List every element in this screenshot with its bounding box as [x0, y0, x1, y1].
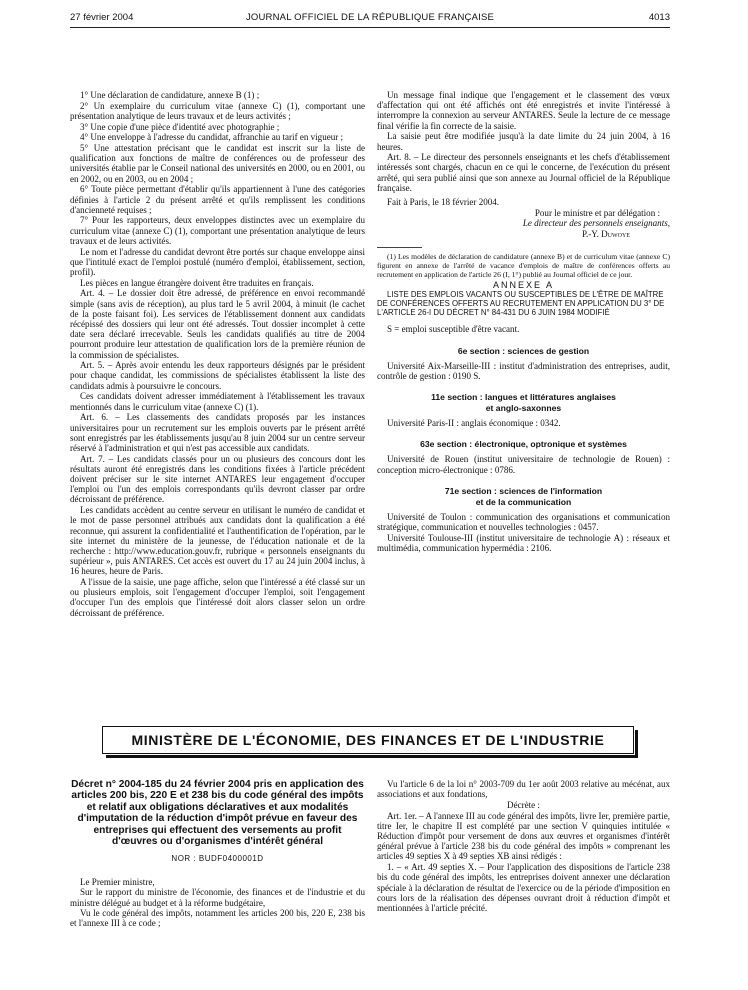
- section-body: Université de Rouen (institut universitaire de technologie de Rouen) : conception micro-électronique : 0786.: [377, 454, 670, 475]
- article-7: Art. 7. – Les candidats classés pour un ou plusieurs des concours dont les résultats auront été enregistrés dans les conditions fixées à l'article précédent doivent préciser sur le site internet ANTARES leur engagement d'occuper l'emploi ou l'un des emplois correspondants qu'ils devront classer par ordre décroissant de préférence.: [70, 453, 365, 505]
- paragraph: Le Premier ministre,: [80, 876, 155, 887]
- annex-subtitle: LISTE DES EMPLOIS VACANTS OU SUSCEPTIBLES DE L'ÊTRE DE MAÎTRE DE CONFÉRENCES OFFERTS AU RECRUTEMENT EN APPLICATION DU 3° DE L'ARTICLE 26-I DU DÉCRET N° 84-431 DU 6 JUIN 1984 MODIFIÉ: [377, 290, 665, 318]
- paragraph: 5° Une attestation précisant que le candidat est inscrit sur la liste de qualification aux fonctions de maître de conférences ou de professeur des universités établie par le Conseil national des universités en 2000, ou en 2001, ou en 2002, ou en 2003, ou en 2004 ;: [70, 143, 365, 184]
- page-header: [70, 12, 670, 26]
- paragraph: 3° Une copie d'une pièce d'identité avec photographie ;: [80, 121, 280, 132]
- signature-name: P.-Y. Duwoye: [581, 229, 630, 240]
- section-heading: 11e section : langues et littératures anglaises: [431, 392, 616, 403]
- annex-legend: S = emploi susceptible d'être vacant.: [387, 324, 520, 335]
- paragraph: 4° Une enveloppe à l'adresse du candidat, affranchie au tarif en vigueur ;: [80, 132, 344, 143]
- annex-title: ANNEXE A: [492, 279, 555, 290]
- ministry-title: MINISTÈRE DE L'ÉCONOMIE, DES FINANCES ET DE L'INDUSTRIE: [131, 732, 605, 748]
- article-1: Art. 1er. – A l'annexe III au code général des impôts, livre Ier, première partie, titre Ier, le chapitre II est complété par une section V quinquies intitulée « Réduction d'impôt pour versement de dons aux œuvres et organismes d'intérêt général prévue à l'article 238 bis du code général des impôts » comprenant les articles 49 septies X à 49 septies XB ainsi rédigés :: [377, 810, 670, 862]
- paragraph: Vu l'article 6 de la loi n° 2003-709 du 1er août 2003 relative au mécénat, aux associations et aux fondations,: [377, 779, 670, 800]
- right-column: [377, 90, 670, 554]
- article-8: Art. 8. – Le directeur des personnels enseignants et les chefs d'établissement intéressés sont chargés, chacun en ce qui le concerne, de l'exécution du présent arrêté, qui sera publié ainsi que son annexe au Journal officiel de la République française.: [377, 152, 670, 193]
- paragraph: Le nom et l'adresse du candidat devront être portés sur chaque enveloppe ainsi que l'intitulé exact de l'emploi postulé (numéro d'emploi, établissement, section, profil).: [70, 246, 365, 277]
- paragraph: Ces candidats doivent adresser immédiatement à l'établissement les travaux mentionnés dans le curriculum vitae (annexe C) (1).: [70, 391, 365, 412]
- paragraph: La saisie peut être modifiée jusqu'à la date limite du 24 juin 2004, à 16 heures.: [377, 131, 670, 152]
- section-heading: 6e section : sciences de gestion: [457, 345, 590, 356]
- paragraph: Un message final indique que l'engagement et le classement des vœux d'affectation qui ont été affichés ont été enregistrés et invite l'intéressé à interrompre la connexion au serveur ANTARES. Seule la lecture de ce message final vérifie la fin correcte de la saisie.: [377, 90, 670, 131]
- paragraph: Les candidats accèdent au centre serveur en utilisant le numéro de candidat et le mot de passe personnel attribués aux candidats dont la qualification a été reconnue, qui assurent la confidentialité et l'authentification de l'opération, par le site internet du ministère de la jeunesse, de l'éducation nationale et de la recherche : http://www.education.gouv.fr, rubrique « personnels enseignants du supérieur », puis ANTARES. Cet accès est ouvert du 17 au 24 juin 2004 inclus, à 16 heures, heure de Paris.: [70, 505, 365, 577]
- section-body: Université Paris-II : anglais économique : 0342.: [387, 418, 561, 429]
- section-body: Université Toulouse-III (institut universitaire de technologie A) : réseaux et multimédia, communication hypermédia : 2106.: [377, 532, 670, 553]
- journal-title: JOURNAL OFFICIEL DE LA RÉPUBLIQUE FRANÇAISE: [245, 12, 495, 23]
- page-number: 4013: [648, 12, 670, 23]
- decree-nor: NOR : BUDF0400001D: [171, 854, 264, 864]
- signature-place-date: Fait à Paris, le 18 février 2004.: [387, 197, 500, 208]
- section-block: [377, 346, 670, 356]
- article-6: Art. 6. – Les classements des candidats proposés par les instances universitaires pour un recrutement sur les emplois ouverts par le présent arrêté sont enregistrés par les établissements jusqu'au 8 juin 2004 sur un centre serveur réservé à l'administration et qui n'est pas accessible aux candidats.: [70, 412, 365, 453]
- header-rule: [70, 27, 670, 28]
- decree-title: Décret n° 2004-185 du 24 février 2004 pris en application des articles 200 bis, 220 E et 238 bis du code général des impôts et relatif aux obligations déclaratives et aux modalités d'imputation de la réduction d'impôt prévue en faveur des entreprises qui effectuent des versements au profit d'œuvres ou d'organismes d'intérêt général: [71, 779, 364, 848]
- paragraph: 1. – « Art. 49 septies X. – Pour l'application des dispositions de l'article 238 bis du code général des impôts, les entreprises doivent annexer une déclaration spéciale à la déclaration de résultat de l'exercice ou de la période d'imposition en cours lors de la réalisation des dépenses ouvrant droit à réduction d'impôt et mentionnées à l'article précité.: [377, 862, 670, 913]
- decree-right-column: [377, 779, 670, 914]
- section-block: [377, 392, 670, 413]
- section-heading: 63e section : électronique, optronique et systèmes: [420, 439, 627, 450]
- section-block: [377, 439, 670, 449]
- section-body: Université de Toulon : communication des organisations et communication stratégique, communication et nouvelles technologies : 0457.: [377, 511, 670, 532]
- paragraph: Sur le rapport du ministre de l'économie, des finances et de l'industrie et du ministre délégué au budget et à la réforme budgétaire,: [70, 887, 365, 908]
- paragraph: 7° Pour les rapporteurs, deux enveloppes distinctes avec un exemplaire du curriculum vitae (annexe C) (1), comportant une présentation analytique de leurs travaux et de leurs activités.: [70, 215, 365, 246]
- paragraph: Vu le code général des impôts, notamment les articles 200 bis, 220 E, 238 bis et l'annexe III à ce code ;: [70, 908, 365, 929]
- paragraph: Les pièces en langue étrangère doivent être traduites en français.: [80, 277, 314, 288]
- paragraph: A l'issue de la saisie, une page affiche, selon que l'intéressé a été classé sur un ou plusieurs emplois, soit l'engagement d'occuper l'emploi, soit l'engagement d'occuper l'un des emplois que l'intéressé doit alors classer selon un ordre décroissant de préférence.: [70, 577, 365, 618]
- section-heading-cont: et de la communication: [475, 496, 572, 507]
- section-heading: 71e section : sciences de l'information: [444, 485, 603, 496]
- header-date: 27 février 2004: [70, 12, 134, 23]
- section-block: [377, 486, 670, 507]
- paragraph: 6° Toute pièce permettant d'établir qu'ils appartiennent à l'une des catégories définies à l'article 2 du présent arrêté et qu'ils remplissent les conditions d'ancienneté requises ;: [70, 184, 365, 215]
- footnote: (1) Les modèles de déclaration de candidature (annexe B) et de curriculum vitae (annexe C) figurent en annexe de l'arrêté de vacance d'emplois de maître de conférences offerts au recrutement en application de l'article 26 (I, 1°) publié au Journal officiel de ce jour.: [377, 252, 670, 279]
- decrete-heading: Décrète :: [507, 799, 540, 810]
- left-column: [70, 90, 365, 618]
- decree-left-column: [70, 779, 365, 929]
- ministry-banner: [102, 726, 634, 754]
- article-5: Art. 5. – Après avoir entendu les deux rapporteurs désignés par le président pour chaque candidat, les commissions de spécialistes établissent la liste des candidats admis à poursuivre le concours.: [70, 360, 365, 391]
- signature-line-2: Le directeur des personnels enseignants,: [522, 218, 670, 229]
- section-heading-cont: et anglo-saxonnes: [485, 402, 562, 413]
- paragraph: 1° Une déclaration de candidature, annexe B (1) ;: [80, 90, 260, 100]
- paragraph: 2° Un exemplaire du curriculum vitae (annexe C) (1), comportant une présentation analytique de leurs travaux et de leurs activités ;: [70, 100, 365, 121]
- footnote-rule: [377, 247, 422, 248]
- signature-line-1: Pour le ministre et par délégation :: [534, 207, 660, 218]
- section-body: Université Aix-Marseille-III : institut d'administration des entreprises, audit, contrôle de gestion : 0190 S.: [377, 360, 670, 381]
- article-4: Art. 4. – Le dossier doit être adressé, de préférence en envoi recommandé simple (sans avis de réception), au plus tard le 5 avril 2004, à minuit (le cachet de la poste faisant foi). Les services de l'établissement donnent aux candidats récépissé des dossiers qui leur ont été adressés. Tout dossier incomplet à cette date sera déclaré irrecevable. Seuls les candidats qualifiés au titre de 2004 pourront produire leur attestation de qualification lors de la première réunion de la commission de spécialistes.: [70, 288, 365, 360]
